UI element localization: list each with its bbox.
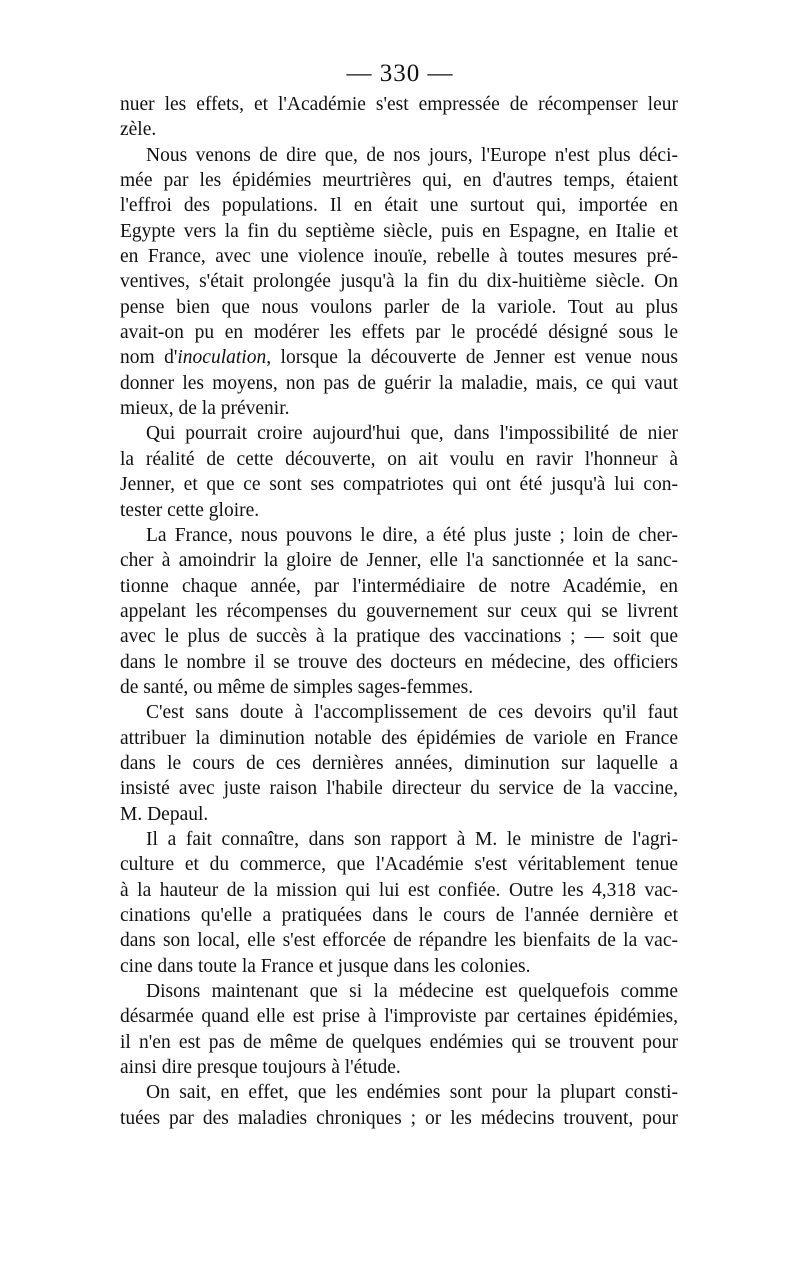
text-line: On sait, en effet, que les endémies sont pour la plupart consti- — [146, 1082, 678, 1104]
text-line: insisté avec juste raison l'habile directeur du service de la vaccine, — [120, 778, 678, 800]
text-line: attribuer la diminution notable des épidémies de variole en France — [120, 727, 678, 749]
text-line: Disons maintenant que si la médecine est quelquefois comme — [146, 981, 678, 1003]
text-line: dans le cours de ces dernières années, diminution sur laquelle a — [120, 752, 678, 774]
text-line: tionne chaque année, par l'intermédiaire de notre Académie, en — [120, 575, 678, 597]
text-line: il n'en est pas de même de quelques endémies qui se trouvent pour — [120, 1031, 678, 1053]
text-line: nuer les effets, et l'Académie s'est empressée de récompenser leur — [120, 94, 678, 115]
text-line: donner les moyens, non pas de guérir la maladie, mais, ce qui vaut — [120, 372, 678, 394]
text-line: Egypte vers la fin du septième siècle, puis en Espagne, en Italie et — [120, 220, 678, 242]
text-line: ventives, s'était prolongée jusqu'à la fin du dix-huitième siècle. On — [120, 271, 678, 293]
text-line: mée par les épidémies meurtrières qui, en d'autres temps, étaient — [120, 170, 678, 192]
text-line: nom d'inoculation, lorsque la découverte de Jenner est venue nous — [120, 347, 678, 369]
text-line: cher à amoindrir la gloire de Jenner, elle l'a sanctionnée et la sanc- — [120, 550, 678, 572]
text-line: la réalité de cette découverte, on ait voulu en ravir l'honneur à — [120, 448, 678, 470]
body-text — [120, 92, 678, 1131]
text-line: à la hauteur de la mission qui lui est confiée. Outre les 4,318 vac- — [120, 879, 678, 901]
text-line: l'effroi des populations. Il en était une surtout qui, importée en — [120, 195, 678, 217]
page-number: — 330 — — [346, 60, 454, 87]
text-line: avec le plus de succès à la pratique des vaccinations ; — soit que — [120, 626, 678, 648]
text-line: cinations qu'elle a pratiquées dans le cours de l'année dernière et — [120, 905, 678, 926]
text-line: dans son local, elle s'est efforcée de répandre les bienfaits de la vac- — [120, 930, 678, 952]
text-line: zèle. — [120, 119, 157, 141]
text-line: cine dans toute la France et jusque dans les colonies. — [120, 955, 531, 977]
text-line: Jenner, et que ce sont ses compatriotes qui ont été jusqu'à lui con- — [120, 474, 678, 496]
text-line: La France, nous pouvons le dire, a été plus juste ; loin de cher- — [146, 524, 678, 546]
text-line: désarmée quand elle est prise à l'improviste par certaines épidémies, — [120, 1006, 678, 1028]
text-line: M. Depaul. — [120, 803, 209, 825]
text-line: culture et du commerce, que l'Académie s'est véritablement tenue — [120, 854, 678, 876]
text-line: dans le nombre il se trouve des docteurs en médecine, des officiers — [120, 651, 678, 673]
text-line: tuées par des maladies chroniques ; or les médecins trouvent, pour — [120, 1107, 678, 1129]
text-line: mieux, de la prévenir. — [120, 398, 290, 420]
text-line: pense bien que nous voulons parler de la variole. Tout au plus — [120, 296, 678, 318]
text-line: Il a fait connaître, dans son rapport à M. le ministre de l'agri- — [146, 828, 678, 850]
text-line: C'est sans doute à l'accomplissement de ces devoirs qu'il faut — [146, 702, 678, 724]
text-line: Qui pourrait croire aujourd'hui que, dans l'impossibilité de nier — [146, 423, 678, 445]
text-line: tester cette gloire. — [120, 499, 260, 521]
text-line: en France, avec une violence inouïe, rebelle à toutes mesures pré- — [120, 246, 678, 268]
text-line: Nous venons de dire que, de nos jours, l'Europe n'est plus déci- — [146, 144, 678, 166]
text-line: appelant les récompenses du gouvernement sur ceux qui se livrent — [120, 600, 678, 622]
text-line: avait-on pu en modérer les effets par le procédé désigné sous le — [120, 322, 678, 344]
text-line: de santé, ou même de simples sages-femmes. — [120, 676, 474, 698]
emphasized-word: inoculation — [177, 347, 267, 369]
text-line: ainsi dire presque toujours à l'étude. — [120, 1057, 401, 1079]
